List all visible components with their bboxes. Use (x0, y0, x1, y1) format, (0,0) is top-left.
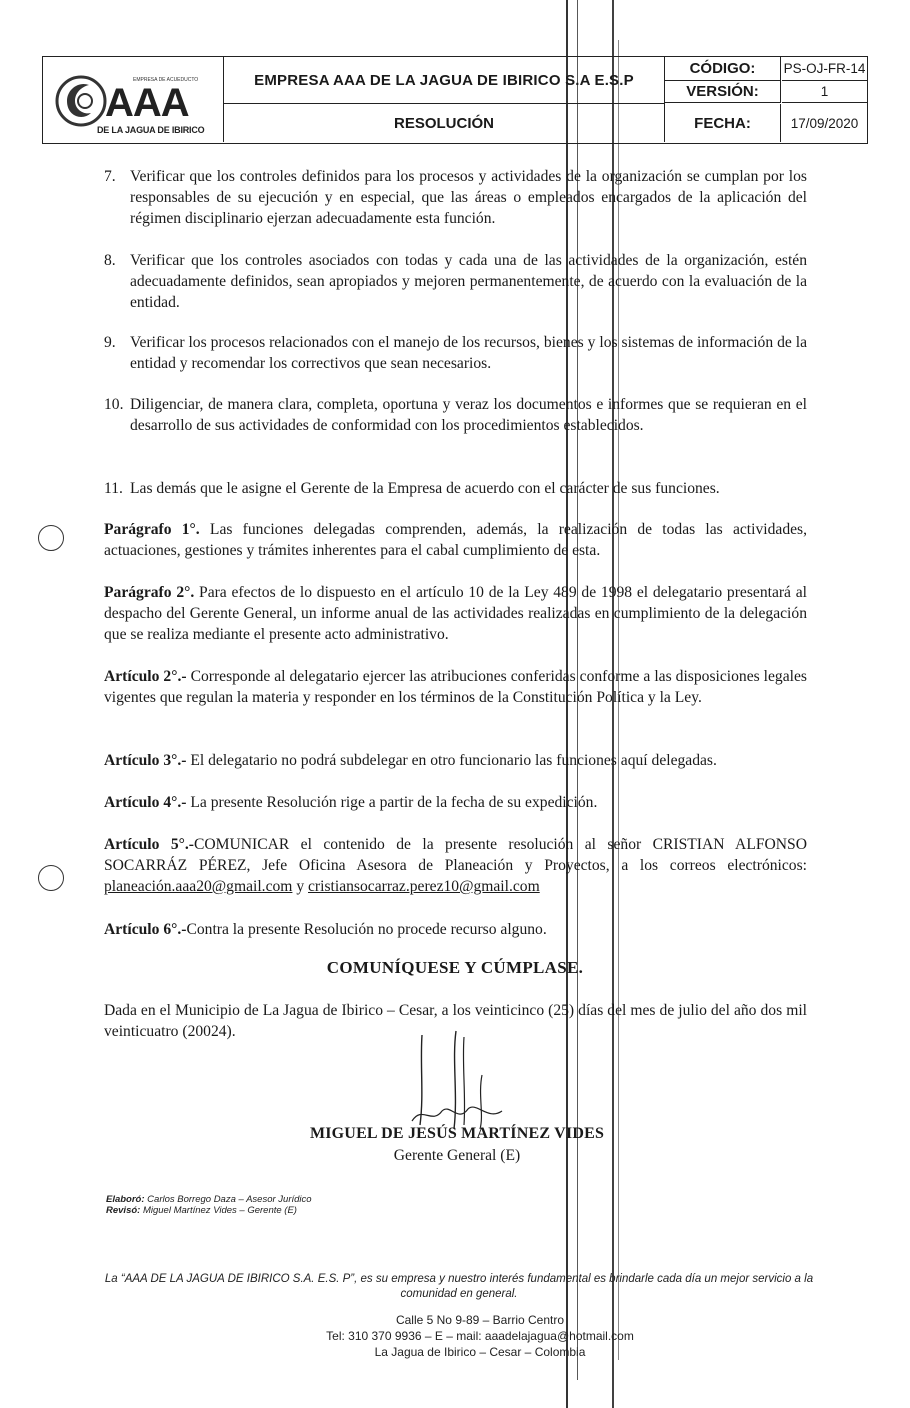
articulo-3-text: El delegatario no podrá subdelegar en otro funcionario las funciones aquí delegadas. (186, 752, 717, 769)
water-drop-icon (53, 71, 113, 131)
logo-subtext: DE LA JAGUA DE IBIRICO (97, 125, 205, 135)
footer-address-block (280, 1312, 680, 1360)
email-link-1[interactable]: planeación.aaa20@gmail.com (104, 878, 293, 895)
handwritten-signature (398, 1025, 518, 1135)
articulo-2-label: Artículo 2°.- (104, 668, 187, 685)
articulo-4-text: La presente Resolución rige a partir de la fecha de su expedición. (186, 794, 598, 811)
email-link-2[interactable]: cristiansocarraz.perez10@gmail.com (308, 878, 540, 895)
dada-paragraph: Dada en el Municipio de La Jagua de Ibirico – Cesar, a los veinticinco (25) días del mes de julio del año dos mil veinticuatro (20024). (104, 1002, 807, 1040)
item-number: 8. (104, 252, 116, 269)
punch-hole (38, 525, 64, 551)
paragrafo-1-text: Las funciones delegadas comprenden, además, la realización de todas las actividades, actuaciones, gestiones y trámites inherentes para el cabal cumplimiento de esta. (104, 521, 808, 559)
articulo-5 (104, 834, 807, 897)
paragrafo-1-label: Parágrafo 1°. (104, 521, 200, 538)
closing-title: COMUNÍQUESE Y CÚMPLASE. (326, 958, 584, 977)
item-text: Verificar los procesos relacionados con el manejo de los recursos, bienes y los sistemas de información de la entidad y recomendar los correctivos que sean necesarios. (130, 334, 807, 372)
footer-contact: Tel: 310 370 9936 – E – mail: aaadelajagua@hotmail.com (326, 1329, 634, 1343)
articulo-5-label: Artículo 5°.- (104, 836, 194, 853)
item-number: 11. (104, 480, 123, 497)
footer-city: La Jagua de Ibirico – Cesar – Colombia (374, 1345, 586, 1359)
item-number: 10. (104, 396, 124, 413)
punch-hole (38, 865, 64, 891)
item-text: Verificar que los controles definidos para los procesos y actividades de la organización se cumplan por los responsables de su ejecución y en especial, que las áreas o empleados encargados de la aplicación del régimen disciplinario ejerzan adecuadamente esta función. (130, 168, 807, 227)
item-text: Verificar que los controles asociados con todas y cada una de las actividades de la organización, estén adecuadamente definidos, sean apropiados y mejoren permanentemente, de acuerdo con la evaluación de la entidad. (130, 252, 807, 311)
paragrafo-2-text: Para efectos de lo dispuesto en el artículo 10 de la Ley 489 de 1998 el delegatario presentará al despacho del Gerente General, un informe anual de las actividades realizadas en cumplimiento de la delegación que se realiza mediante el presente acto administrativo. (104, 584, 808, 643)
reviso-line (106, 1205, 312, 1216)
footer-slogan: La “AAA DE LA JAGUA DE IBIRICO S.A. E.S. P”, es su empresa y nuestro interés fundamental es brindarle cada día un mejor servicio a la comunidad en general. (104, 1273, 814, 1300)
fecha-label: FECHA: (665, 104, 781, 142)
articulo-3-label: Artículo 3°.- (104, 752, 187, 769)
review-notes (106, 1194, 312, 1216)
list-item (104, 478, 807, 499)
articulo-5-text: COMUNICAR el contenido de la presente resolución al señor CRISTIAN ALFONSO SOCARRÁZ PÉREZ, Jefe Oficina Asesora de Planeación y Proyectos, a los correos electrónicos: (104, 836, 807, 874)
codigo-value: PS-OJ-FR-14 (782, 57, 867, 81)
articulo-6 (104, 919, 807, 940)
item-number: 7. (104, 168, 116, 185)
reviso-text: Miguel Martínez Vides – Gerente (E) (140, 1205, 297, 1216)
fecha-value: 17/09/2020 (790, 115, 859, 131)
articulo-4 (104, 792, 807, 813)
item-number: 9. (104, 334, 116, 351)
logo-text: AAA (105, 81, 189, 125)
articulo-4-label: Artículo 4°.- (104, 794, 187, 811)
company-logo (53, 63, 218, 139)
articulo-5-and: y (292, 878, 309, 895)
paragrafo-2-label: Parágrafo 2°. (104, 584, 195, 601)
list-item (104, 332, 807, 374)
articulo-3 (104, 750, 807, 771)
elaboro-label: Elaboró: (106, 1194, 145, 1205)
signer-role: Gerente General (E) (393, 1147, 521, 1164)
version-label: VERSIÓN: (665, 81, 781, 103)
paragrafo-1 (104, 519, 807, 561)
item-text: Diligenciar, de manera clara, completa, oportuna y veraz los documentos e informes que se requieran en el desarrollo de sus actividades de conformidad con los procedimientos establecidos. (130, 396, 807, 434)
logo-cell (43, 57, 224, 142)
elaboro-text: Carlos Borrego Daza – Asesor Jurídico (144, 1194, 312, 1205)
elaboro-line (106, 1194, 312, 1205)
codigo-label: CÓDIGO: (665, 57, 781, 81)
footer-address: Calle 5 No 9-89 – Barrio Centro (395, 1313, 565, 1327)
version-value: 1 (782, 81, 867, 103)
document-type: RESOLUCIÓN (224, 104, 665, 142)
signer-name: MIGUEL DE JESÚS MARTÍNEZ VIDES (309, 1125, 605, 1142)
articulo-6-text: Contra la presente Resolución no procede recurso alguno. (186, 921, 547, 938)
reviso-label: Revisó: (106, 1205, 141, 1216)
logo-small-text: EMPRESA DE ACUEDUCTO (133, 77, 199, 83)
articulo-2-text: Corresponde al delegatario ejercer las atribuciones conferidas conforme a las disposiciones legales vigentes que regulan la materia y responder en los términos de la Constitución Política y la Ley. (104, 668, 807, 706)
document-header (42, 56, 868, 144)
articulo-2 (104, 666, 807, 708)
item-text: Las demás que le asigne el Gerente de la Empresa de acuerdo con el carácter de sus funciones. (130, 480, 720, 497)
list-item (104, 250, 807, 313)
articulo-6-label: Artículo 6°.- (104, 921, 187, 938)
paragrafo-2 (104, 582, 807, 645)
company-name: EMPRESA AAA DE LA JAGUA DE IBIRICO S.A E.S.P (224, 57, 665, 104)
list-item (104, 166, 807, 229)
list-item (104, 394, 807, 436)
